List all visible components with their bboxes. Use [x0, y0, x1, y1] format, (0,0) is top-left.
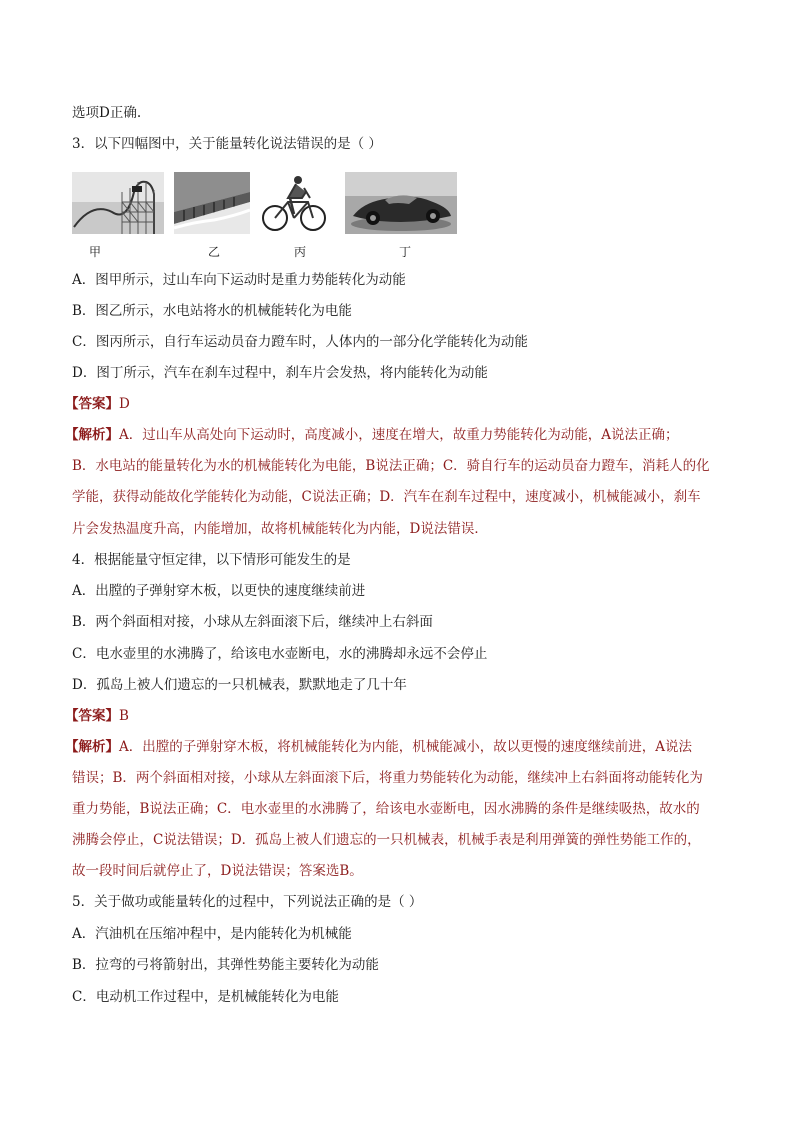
question-3: 3．以下四幅图中，关于能量转化说法错误的是（ ）	[72, 136, 382, 152]
caption-yi: 乙	[208, 245, 221, 259]
q3-option-d: D．图丁所示，汽车在刹车过程中，刹车片会发热，将内能转化为动能	[72, 365, 488, 381]
q4-explanation-4: 沸腾会停止，C说法错误；D．孤岛上被人们遗忘的一只机械表，机械手表是利用弹簧的弹性势能工作的，	[72, 832, 701, 848]
caption-bing: 丙	[294, 245, 307, 259]
question-5: 5．关于做功或能量转化的过程中，下列说法正确的是（ ）	[72, 894, 423, 910]
q5-option-c: C．电动机工作过程中，是机械能转化为电能	[72, 989, 339, 1005]
answer-value: D	[119, 396, 130, 412]
q4-option-b: B．两个斜面相对接，小球从左斜面滚下后，继续冲上右斜面	[72, 614, 433, 630]
q3-option-b: B．图乙所示，水电站将水的机械能转化为电能	[72, 303, 352, 319]
previous-answer-tail: 选项D正确.	[72, 105, 142, 121]
dam-image	[174, 172, 250, 234]
q4-explanation-3: 重力势能，B说法正确；C．电水壶里的水沸腾了，给该电水壶断电，因水沸腾的条件是继续吸热，故水的	[72, 801, 700, 817]
q4-answer	[65, 707, 129, 725]
q5-option-a: A．汽油机在压缩冲程中，是内能转化为机械能	[72, 926, 352, 942]
answer-tag: 【答案】	[65, 396, 119, 412]
q4-option-d: D．孤岛上被人们遗忘的一只机械表，默默地走了几十年	[72, 677, 407, 693]
q3-explanation-3: 学能，获得动能故化学能转化为动能，C说法正确；D．汽车在刹车过程中，速度减小，机械能减小，刹车	[72, 489, 701, 505]
explanation-tag: 【解析】	[65, 427, 119, 443]
explanation-tag: 【解析】	[65, 739, 119, 755]
q3-option-c: C．图丙所示，自行车运动员奋力蹬车时，人体内的一部分化学能转化为动能	[72, 334, 528, 350]
caption-jia: 甲	[89, 245, 102, 259]
q4-explanation-2: 错误；B．两个斜面相对接，小球从左斜面滚下后，将重力势能转化为动能，继续冲上右斜面将动能转化为	[72, 770, 703, 786]
car-image	[345, 172, 457, 234]
caption-ding: 丁	[399, 245, 412, 259]
q4-option-c: C．电水壶里的水沸腾了，给该电水壶断电，水的沸腾却永远不会停止	[72, 646, 488, 662]
answer-value: B	[119, 708, 129, 724]
q4-explanation-1: 【解析】A．出膛的子弹射穿木板，将机械能转化为内能，机械能减小，故以更慢的速度继续前进，A说法	[65, 739, 692, 755]
q3-option-a: A．图甲所示，过山车向下运动时是重力势能转化为动能	[72, 272, 406, 288]
q3-explanation-2: B．水电站的能量转化为水的机械能转化为电能，B说法正确；C．骑自行车的运动员奋力蹬车，消耗人的化	[72, 458, 710, 474]
q3-explanation-4: 片会发热温度升高，内能增加，故将机械能转化为内能，D说法错误．	[72, 521, 488, 537]
q4-option-a: A．出膛的子弹射穿木板，以更快的速度继续前进	[72, 583, 366, 599]
q3-explanation-1: 【解析】A．过山车从高处向下运动时，高度减小，速度在增大，故重力势能转化为动能，A说法正确；	[65, 427, 679, 443]
cyclist-image	[260, 172, 328, 234]
roller-coaster-image	[72, 172, 164, 234]
q5-option-b: B．拉弯的弓将箭射出，其弹性势能主要转化为动能	[72, 957, 379, 973]
q4-explanation-5: 故一段时间后就停止了，D说法错误；答案选B。	[72, 863, 363, 879]
question-4: 4．根据能量守恒定律，以下情形可能发生的是	[72, 552, 351, 568]
answer-tag: 【答案】	[65, 708, 119, 724]
q3-answer	[65, 395, 130, 413]
